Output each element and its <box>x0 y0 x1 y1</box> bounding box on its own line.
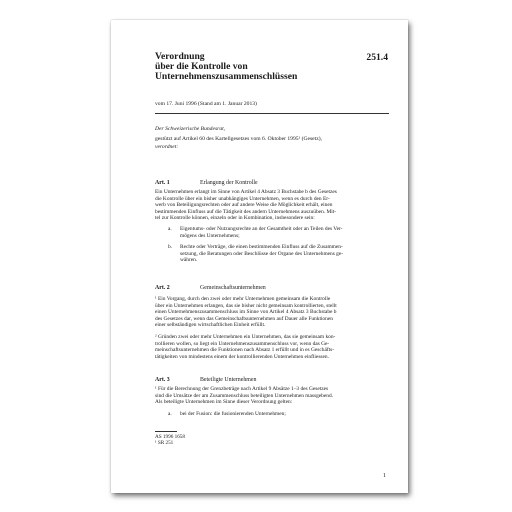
list-item <box>168 411 388 419</box>
text-line: tätigkeiten von mindestens einem der kontrollierenden Unternehmen einfliessen. <box>155 353 329 360</box>
list-item-letter: a. <box>168 226 172 232</box>
list-item-letter: b. <box>168 244 173 250</box>
preamble-authority: Der Schweizerische Bundesrat, <box>155 126 226 132</box>
text-line: währen. <box>180 257 198 264</box>
text-line: werb von Beteiligungsrechten oder auf andere Weise die Möglichkeit erhält, einen <box>155 202 333 209</box>
document-number: 251.4 <box>366 52 388 63</box>
article-title: Gemeinschaftsunternehmen <box>200 285 266 291</box>
article-number: Art. 2 <box>155 285 170 291</box>
list-item <box>168 226 388 240</box>
header-divider <box>155 113 389 114</box>
text-line: ¹ Für die Berechnung der Grenzbeträge nach Artikel 9 Absätze 1–3 des Gesetzes <box>155 386 329 392</box>
article-paragraph <box>155 296 391 329</box>
document-page <box>111 20 408 493</box>
page-number: 1 <box>383 473 386 479</box>
title-line: Verordnung <box>155 51 205 62</box>
text-line: Eigentums- oder Nutzungsrechte an der Gesamtheit oder an Teilen des Ver- <box>180 226 343 232</box>
article-paragraph <box>155 334 391 360</box>
article-title: Erlangung der Kontrolle <box>200 180 258 186</box>
text-line: über ein Unternehmen erlangen, das sie bisher nicht gemeinsam kontrollierten, stellt <box>155 302 337 309</box>
preamble-verb: verordnet: <box>155 144 179 150</box>
article-number: Art. 1 <box>155 180 170 186</box>
footnotes <box>155 434 185 446</box>
text-line: einer selbständigen wirtschaftlichen Einheit erfüllt. <box>155 322 266 329</box>
text-line: Als beteiligte Unternehmen im Sinne dieser Verordnung gelten: <box>155 399 293 406</box>
text-line: mögens des Unternehmens; <box>180 232 240 239</box>
text-line: die Kontrolle über ein bisher unabhängiges Unternehmen, wenn es durch den Er- <box>155 195 330 202</box>
text-line: ¹ Ein Vorgang, durch den zwei oder mehr Unternehmen gemeinsam die Kontrolle <box>155 296 331 302</box>
text-line: Rechte oder Verträge, die einen bestimmenden Einfluss auf die Zusammen- <box>180 244 343 250</box>
article-number: Art. 3 <box>155 377 170 383</box>
title-line: über die Kontrolle von <box>155 61 248 72</box>
text-line: des Gesetzes dar, wenn das Gemeinschaftsunternehmen auf Dauer alle Funktionen <box>155 315 333 322</box>
text-line: bei der Fusion: die fusionierenden Unternehmen; <box>180 411 286 417</box>
text-line: tel zur Kontrolle können, einzeln oder in Kombination, insbesondere sein: <box>155 215 315 222</box>
date-line: vom 17. Juni 1996 (Stand am 1. Januar 2013) <box>155 101 257 107</box>
footnote: ¹ SR 251 <box>155 440 174 447</box>
list-item-text <box>180 226 342 239</box>
article-title: Beteiligte Unternehmen <box>200 377 257 383</box>
text-line: einen Unternehmenszusammenschluss im Sinne von Artikel 4 Absatz 3 Buchstabe b <box>155 309 337 316</box>
article-paragraph <box>155 386 391 406</box>
text-line: sind die Umsätze der am Zusammenschluss beteiligten Unternehmen massgebend. <box>155 392 333 399</box>
article-paragraph <box>155 189 391 222</box>
text-line: bestimmenden Einfluss auf die Tätigkeit des andern Unternehmens auszuüben. Mit- <box>155 208 337 215</box>
list-item-text <box>180 411 286 418</box>
footnote: AS 1996 1658 <box>155 434 185 440</box>
document-title <box>155 52 297 82</box>
list-item <box>168 244 388 265</box>
list-item-letter: a. <box>168 411 172 417</box>
text-line: trollieren wollen, so liegt ein Unternehmenszusammenschluss vor, wenn das Ge- <box>155 340 330 347</box>
text-line: meinschaftsunternehmen die Funktionen nach Absatz 1 erfüllt und in es Geschäfts- <box>155 347 335 354</box>
text-line: setzung, die Beratungen oder Beschlüsse der Organe des Unternehmens ge- <box>180 250 344 257</box>
preamble-basis: gestützt auf Artikel 60 des Kartellgesetzes vom 6. Oktober 1995¹ (Gesetz), <box>155 136 322 142</box>
text-line: Ein Unternehmen erlangt im Sinne von Artikel 4 Absatz 3 Buchstabe b des Gesetzes <box>155 189 337 195</box>
list-item-text <box>180 244 343 264</box>
title-line: Unternehmenszusammenschlüssen <box>155 71 298 82</box>
footnote-divider <box>155 431 177 432</box>
text-line: ² Gründen zwei oder mehr Unternehmen ein Unternehmen, das sie gemeinsam kon- <box>155 334 336 340</box>
